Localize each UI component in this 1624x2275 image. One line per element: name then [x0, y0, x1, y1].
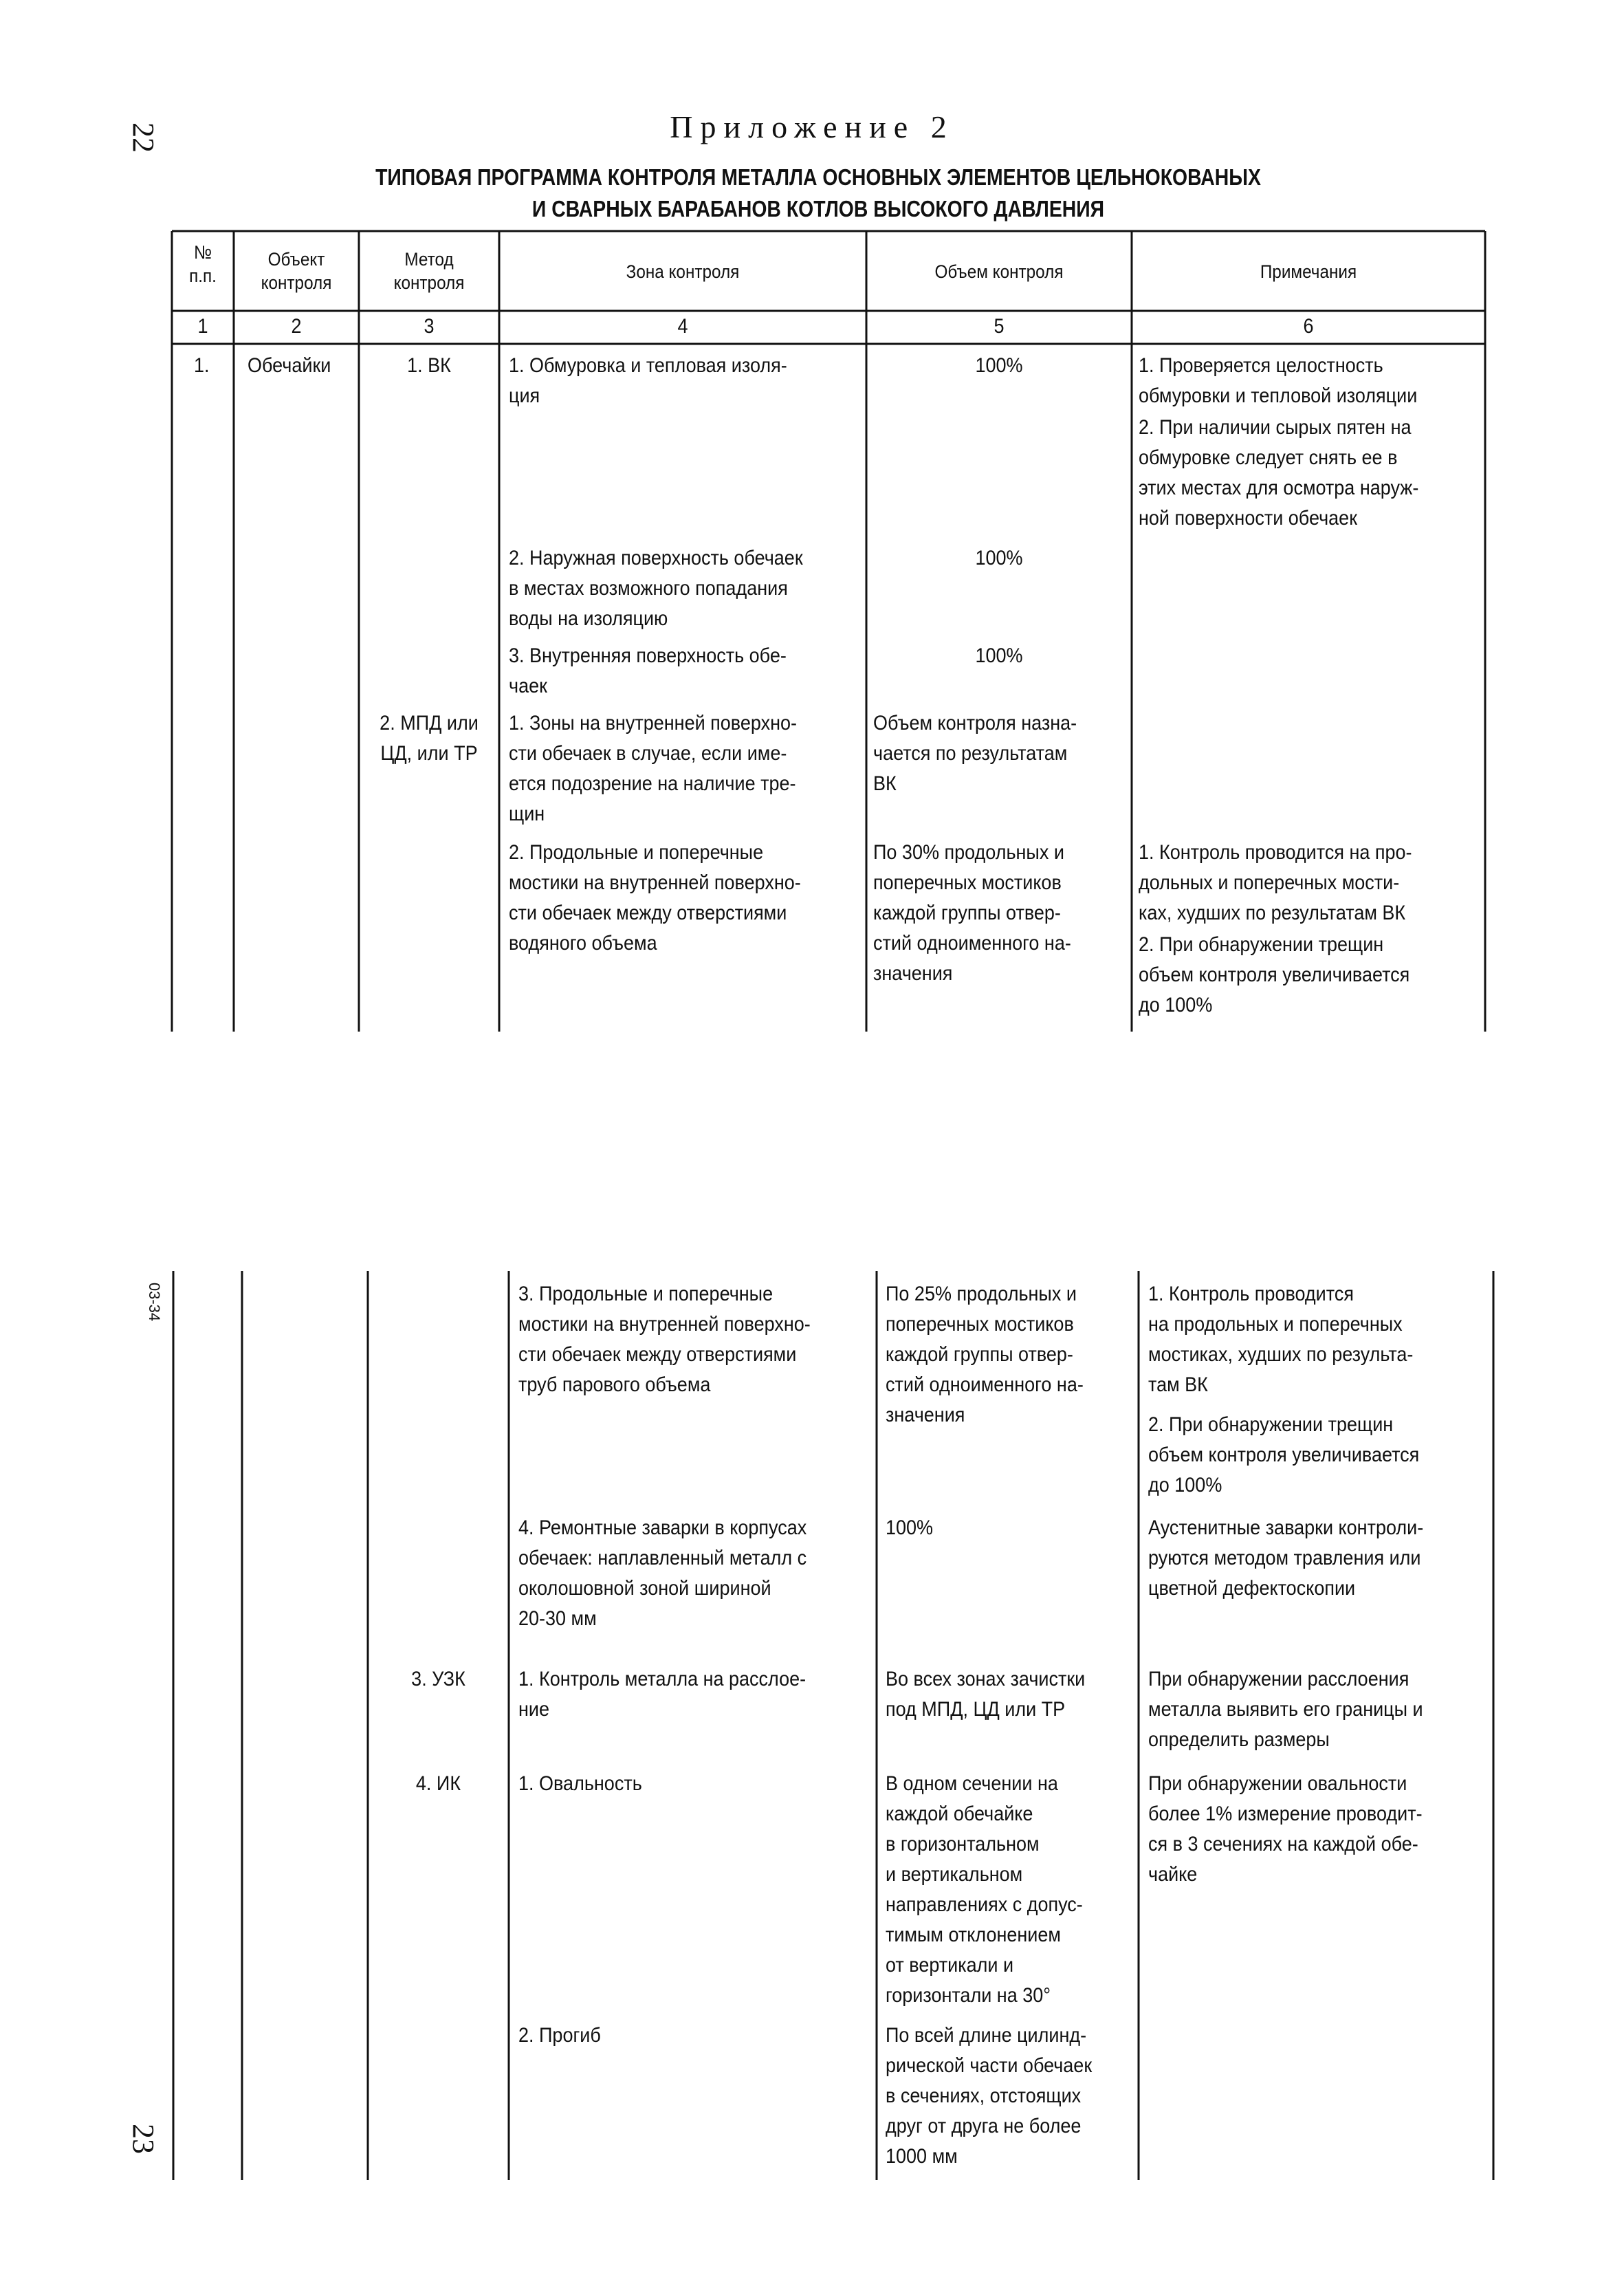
zone-cell: 1. Обмуровка и тепловая изоля- ция: [509, 354, 787, 407]
note-cell: При обнаружении расслоения металла выявить его границы и определить размеры: [1148, 1668, 1423, 1751]
note-cell: 2. При обнаружении трещин объем контроля увеличивается до 100%: [1139, 933, 1410, 1016]
header-zone: Зона контроля: [626, 261, 740, 282]
zone-cell: 2. Наружная поверхность обечаек в местах возможного попадания воды на изоляцию: [509, 547, 803, 630]
row-number: 1.: [194, 354, 210, 377]
method-ultrasonic: 3. УЗК: [411, 1668, 465, 1690]
method-mpd: 2. МПД или ЦД, или ТР: [380, 712, 479, 765]
zone-cell: 1. Зоны на внутренней поверхно- сти обечаек в случае, если име- ется подозрение на наличие тре- щин: [509, 712, 797, 825]
volume-cell: Объем контроля назна- чается по результатам ВК: [873, 712, 1077, 795]
document-title-line-1: ТИПОВАЯ ПРОГРАММА КОНТРОЛЯ МЕТАЛЛА ОСНОВНЫХ ЭЛЕМЕНТОВ ЦЕЛЬНОКОВАНЫХ: [375, 164, 1261, 190]
object-name: Обечайки: [248, 354, 331, 377]
column-number: 4: [677, 315, 688, 338]
volume-cell: Во всех зонах зачистки под МПД, ЦД или ТР: [886, 1668, 1086, 1721]
column-number: 6: [1303, 315, 1314, 338]
volume-cell: 100%: [975, 644, 1023, 667]
note-cell: 2. При обнаружении трещин объем контроля увеличивается до 100%: [1148, 1413, 1420, 1496]
volume-cell: По 30% продольных и поперечных мостиков каждой группы отвер- стий одноименного на- значения: [873, 841, 1071, 985]
document-title-line-2: И СВАРНЫХ БАРАБАНОВ КОТЛОВ ВЫСОКОГО ДАВЛЕНИЯ: [531, 196, 1105, 221]
note-cell: 1. Контроль проводится на про- дольных и поперечных мости- ках, худших по результатам ВК: [1139, 841, 1412, 924]
header-row-number: № п.п.: [189, 242, 217, 286]
volume-cell: По 25% продольных и поперечных мостиков каждой группы отвер- стий одноименного на- значения: [886, 1283, 1084, 1426]
header-object: Объект контроля: [261, 249, 332, 293]
volume-cell: 100%: [975, 354, 1023, 377]
method-measurement: 4. ИК: [415, 1772, 461, 1795]
method-visual: 1. ВК: [407, 354, 451, 377]
zone-cell: 1. Овальность: [518, 1772, 642, 1795]
zone-cell: 1. Контроль металла на расслое- ние: [518, 1668, 806, 1721]
header-method: Метод контроля: [393, 249, 465, 293]
zone-cell: 3. Внутренняя поверхность обе- чаек: [509, 644, 787, 697]
volume-cell: 100%: [975, 547, 1023, 569]
column-number: 1: [197, 315, 208, 338]
note-cell: 2. При наличии сырых пятен на обмуровке следует снять ее в этих местах для осмотра наруж- ной поверхности обечаек: [1139, 416, 1419, 530]
header-volume: Объем контроля: [934, 261, 1064, 282]
left-page-number: 22: [127, 122, 160, 153]
zone-cell: 2. Продольные и поперечные мостики на внутренней поверхно- сти обечаек между отверстиями водяного объема: [509, 841, 801, 955]
zone-cell: 4. Ремонтные заварки в корпусах обечаек: наплавленный металл с околошовной зоной шириной 20-30 мм: [518, 1516, 807, 1630]
side-code: 03-34: [146, 1282, 164, 1322]
right-page-number: 23: [127, 2124, 160, 2154]
note-cell: 1. Проверяется целостность обмуровки и тепловой изоляции: [1139, 354, 1418, 407]
appendix-label: Приложение 2: [670, 109, 954, 144]
note-cell: Аустенитные заварки контроли- руются методом травления или цветной дефектоскопии: [1148, 1516, 1424, 1600]
zone-cell: 2. Прогиб: [518, 2024, 601, 2047]
note-cell: При обнаружении овальности более 1% измерение проводит- ся в 3 сечениях на каждой обе- чайке: [1148, 1772, 1423, 1886]
volume-cell: По всей длине цилинд- рической части обечаек в сечениях, отстоящих друг от друга не более 1000 мм: [886, 2024, 1093, 2168]
zone-cell: 3. Продольные и поперечные мостики на внутренней поверхно- сти обечаек между отверстиями труб парового объема: [518, 1283, 811, 1396]
header-notes: Примечания: [1260, 261, 1357, 282]
note-cell: 1. Контроль проводится на продольных и поперечных мостиках, худших по результа- там ВК: [1148, 1283, 1414, 1396]
volume-cell: 100%: [886, 1516, 934, 1539]
volume-cell: В одном сечении на каждой обечайке в горизонтальном и вертикальном направлениях с допус- тимым отклонением от вертикали и горизонтали на 30°: [886, 1772, 1083, 2007]
column-number: 5: [994, 315, 1005, 338]
column-number: 2: [291, 315, 302, 338]
column-number: 3: [424, 315, 435, 338]
